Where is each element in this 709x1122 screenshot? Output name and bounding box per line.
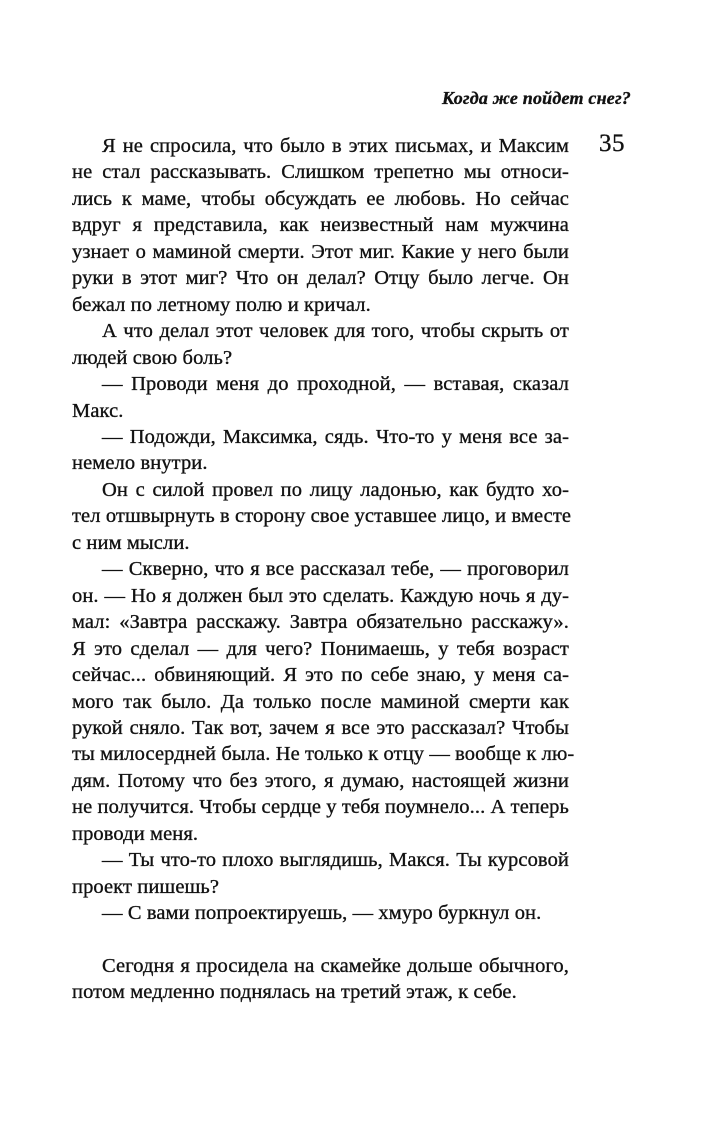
text-line: мого так было. Да только после маминой смерти как xyxy=(72,690,569,713)
paragraph xyxy=(72,133,569,318)
text-line: не получится. Чтобы сердце у тебя поумнело... А теперь xyxy=(72,796,569,819)
text-line: Я не спросила, что было в этих письмах, и Максим xyxy=(102,135,569,157)
text-line: Макс. xyxy=(72,399,124,422)
text-line: лись к маме, чтобы обсуждать ее любовь. Но сейчас xyxy=(72,187,569,210)
text-line: потом медленно поднялась на третий этаж, к себе. xyxy=(72,981,517,1004)
paragraph xyxy=(72,556,575,847)
text-line: руки в этот миг? Что он делал? Отцу было легче. Он xyxy=(72,267,569,290)
text-line: сейчас... обвиняющий. Я это по себе знаю, у меня са- xyxy=(72,664,569,687)
paragraph xyxy=(72,477,572,556)
text-line: немело внутри. xyxy=(72,452,208,475)
text-line: дям. Потому что без этого, я думаю, настоящей жизни xyxy=(72,769,569,792)
text-line: бежал по летному полю и кричал. xyxy=(72,293,371,316)
paragraph xyxy=(72,847,569,900)
text-line: проводи меня. xyxy=(72,822,199,845)
text-line: не стал рассказывать. Слишком трепетно мы относи- xyxy=(72,161,569,184)
text-line: людей свою боль? xyxy=(72,346,233,369)
text-line: А что делал этот человек для того, чтобы скрыть от xyxy=(102,320,569,343)
text-line: — Проводи меня до проходной, — вставая, сказал xyxy=(102,373,569,396)
text-line: Он с силой провел по лицу ладонью, как будто хо- xyxy=(102,478,569,501)
paragraph xyxy=(72,953,569,1006)
page-number: 35 xyxy=(599,130,625,157)
text-line: — С вами попроектируешь, — хмуро буркнул он. xyxy=(102,902,542,925)
text-line: ты милосердней была. Не только к отцу — вообще к лю- xyxy=(72,743,575,766)
text-line: вдруг я представила, как неизвестный нам мужчина xyxy=(72,214,569,237)
text-line: Сегодня я просидела на скамейке дольше обычного, xyxy=(102,955,569,978)
running-header: Когда же пойдет снег? xyxy=(441,88,631,108)
text-line: тел отшвырнуть в сторону свое уставшее лицо, и вместе xyxy=(72,505,572,528)
text-line: — Ты что-то плохо выглядишь, Макся. Ты курсовой xyxy=(102,849,569,872)
text-line: Я это сделал — для чего? Понимаешь, у тебя возраст xyxy=(72,637,569,660)
paragraph xyxy=(72,318,569,371)
text-line: мал: «Завтра расскажу. Завтра обязательно расскажу». xyxy=(72,611,569,634)
text-column xyxy=(72,133,575,1006)
text-line: проект пишешь? xyxy=(72,875,220,898)
text-line: он. — Но я должен был это сделать. Каждую ночь я ду- xyxy=(72,584,569,607)
text-line: рукой сняло. Так вот, зачем я все это рассказал? Чтобы xyxy=(72,716,569,739)
text-line: узнает о маминой смерти. Этот миг. Какие у него были xyxy=(72,240,569,263)
paragraph xyxy=(72,900,569,926)
paragraph xyxy=(72,424,569,477)
text-line: с ним мысли. xyxy=(72,531,190,554)
paragraph xyxy=(72,371,569,424)
text-line: — Подожди, Максимка, сядь. Что-то у меня все за- xyxy=(102,425,569,448)
text-line: — Скверно, что я все рассказал тебе, — проговорил xyxy=(102,558,569,581)
